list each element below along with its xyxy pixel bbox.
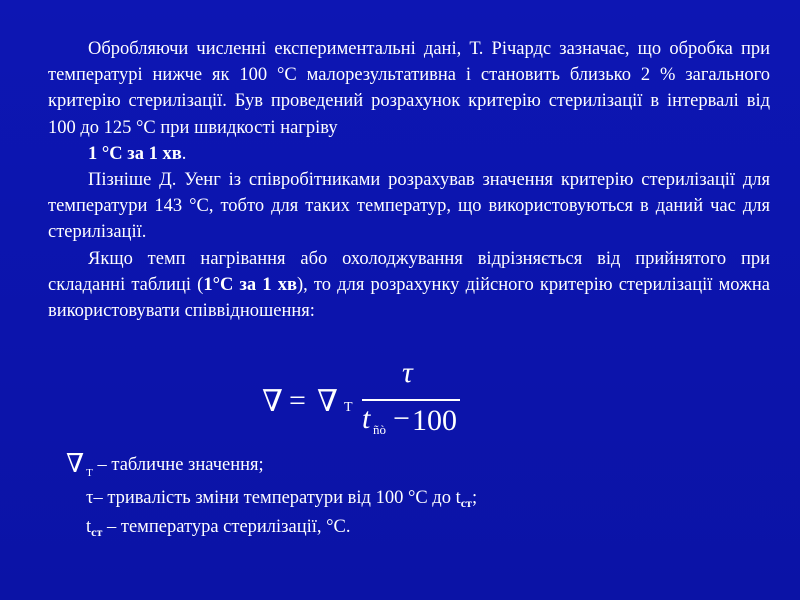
sterilization-formula bbox=[262, 356, 502, 442]
formula-nabla-t: ∇ bbox=[317, 385, 338, 418]
formula-t-subscript: Т bbox=[344, 400, 353, 415]
legend-t-st-subscript: ст bbox=[91, 525, 103, 539]
paragraph-richards-text: Обробляючи численні експериментальні дані, Т. Річардс зазначає, що обробка при температурі нижче як 100 °С малорезультативна і становить близько 2 % загального критерію стерилізації. Був проведений розрахунок критерію стерилізації в інтервалі від 100 до 125 °С при швидкості нагріву bbox=[48, 39, 770, 138]
legend-row-tau bbox=[66, 486, 477, 516]
formula-legend bbox=[66, 449, 478, 545]
paragraph-heating-rate bbox=[48, 141, 770, 167]
legend-tau-symbol: τ bbox=[86, 487, 94, 508]
rate-differs-end: ), то для розрахунку дійсного критерію стерилізації можна використовувати співвідношення: bbox=[48, 274, 770, 322]
paragraph-rate-differs bbox=[48, 246, 770, 325]
legend-duration-end: ; bbox=[471, 487, 478, 508]
paragraph-richards bbox=[48, 36, 770, 141]
formula-denominator-subscript: ñò bbox=[373, 422, 386, 437]
formula-lhs-nabla: ∇ bbox=[262, 385, 283, 418]
paragraph-weng-text: Пізніше Д. Уенг із співробітниками розрахував значення критерію стерилізації для температури 143 °С, тобто для таких температур, що використовуються в даний час для стерилізації. bbox=[48, 170, 770, 243]
legend-t-subscript: Т bbox=[86, 467, 93, 479]
legend-temperature-text: – температура стерилізації, °С. bbox=[102, 517, 351, 537]
formula-numerator-tau: τ bbox=[402, 356, 413, 389]
formula-constant-100: 100 bbox=[412, 404, 457, 437]
legend-row-t-st bbox=[66, 515, 477, 545]
slide-content bbox=[48, 36, 770, 324]
rate-differs-bold: 1°С за 1 хв bbox=[203, 274, 297, 295]
legend-duration-subscript: ст bbox=[460, 495, 472, 510]
paragraph-weng bbox=[48, 167, 770, 246]
rate-differs-start: Якщо темп нагрівання або охолоджування відрізняється від прийнятого при складанні таблиці ( bbox=[48, 248, 770, 295]
legend-duration-text: – тривалість зміни температури від 100 °С до t bbox=[93, 487, 461, 508]
formula-denominator-t: t bbox=[362, 402, 371, 435]
formula-minus: − bbox=[393, 402, 410, 435]
heating-rate-bold: 1 °С за 1 хв bbox=[88, 143, 182, 164]
fraction-bar bbox=[362, 399, 460, 401]
legend-row-nabla-t bbox=[66, 449, 477, 486]
legend-t-symbol: t bbox=[86, 517, 92, 537]
legend-nabla-symbol: ∇ bbox=[66, 449, 85, 478]
legend-table-value-text: – табличне значення; bbox=[92, 455, 264, 475]
heating-rate-period: . bbox=[181, 143, 187, 164]
formula-equals: = bbox=[289, 384, 306, 417]
